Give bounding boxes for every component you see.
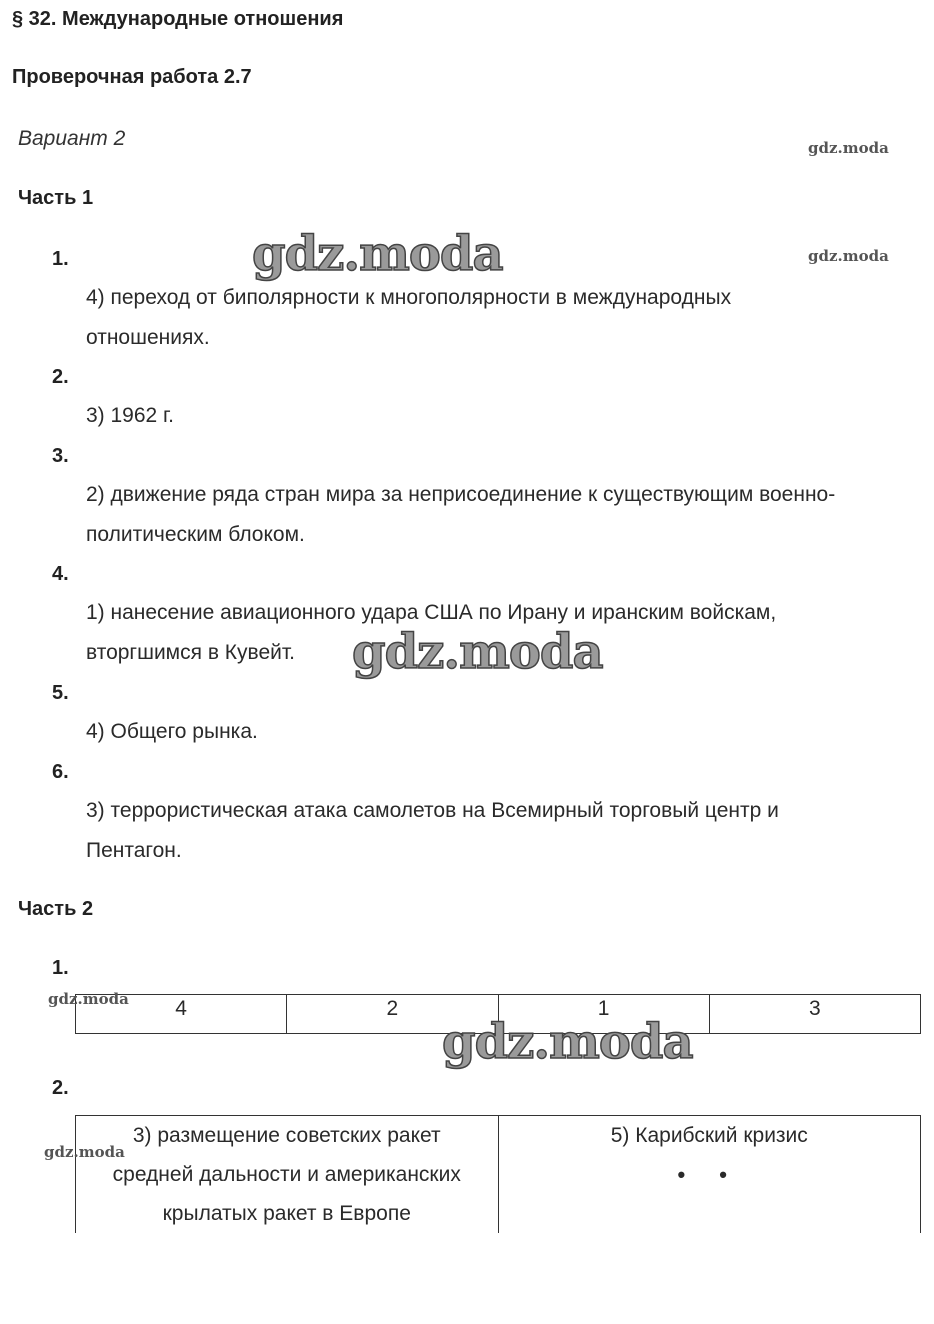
- question-number: 4.: [52, 563, 69, 585]
- watermark-small: gdz.moda: [48, 990, 129, 1008]
- question-number: 1.: [52, 248, 69, 270]
- answer-line: политическим блоком.: [86, 523, 305, 546]
- table-cell: 2: [287, 995, 498, 1034]
- cell-line: средней дальности и американских: [112, 1163, 461, 1186]
- variant-label: Вариант 2: [18, 127, 126, 150]
- watermark-small: gdz.moda: [44, 1143, 125, 1161]
- answer-line: 4) переход от биполярности к многополярности в международных: [86, 286, 732, 309]
- answer-line: 2) движение ряда стран мира за неприсоединение к существующим военно-: [86, 483, 836, 506]
- watermark-large: gdz.moda: [252, 226, 503, 282]
- question-number: 5.: [52, 682, 69, 704]
- cell-line: 3) размещение советских ракет: [132, 1124, 441, 1147]
- watermark-large: gdz.moda: [352, 624, 603, 680]
- watermark-small: gdz.moda: [808, 247, 889, 265]
- table-cell: 1: [498, 995, 709, 1034]
- work-title: Проверочная работа 2.7: [12, 66, 252, 88]
- cell-line: крылатых ракет в Европе: [162, 1202, 411, 1225]
- watermark-small: gdz.moda: [808, 139, 889, 157]
- question-number: 3.: [52, 445, 69, 467]
- question-number: 6.: [52, 761, 69, 783]
- question-number: 2.: [52, 366, 69, 388]
- table-cell: 3: [709, 995, 920, 1034]
- answer-line: 1) нанесение авиационного удара США по Ирану и иранским войскам,: [86, 601, 777, 624]
- part2-title: Часть 2: [18, 898, 94, 920]
- answer-line: 4) Общего рынка.: [86, 720, 258, 743]
- cell-line: 5) Карибский кризис: [610, 1124, 808, 1147]
- watermark-large: gdz.moda: [442, 1014, 693, 1070]
- answer-line: вторгшимся в Кувейт.: [86, 641, 295, 664]
- table-cell: 4: [76, 995, 287, 1034]
- answer-line: 3) 1962 г.: [86, 404, 174, 427]
- table-cell-right: [498, 1116, 921, 1234]
- answer-line: Пентагон.: [86, 839, 182, 862]
- part1-title: Часть 1: [18, 187, 94, 209]
- answer-line: 3) террористическая атака самолетов на Всемирный торговый центр и: [86, 799, 779, 822]
- cell-dots: • •: [677, 1162, 742, 1187]
- question-number: 1.: [52, 957, 69, 979]
- section-title: § 32. Международные отношения: [12, 8, 344, 30]
- answer-table-2: [75, 1115, 921, 1233]
- table-cell-left: [76, 1116, 499, 1234]
- question-number: 2.: [52, 1077, 69, 1099]
- answer-line: отношениях.: [86, 326, 210, 349]
